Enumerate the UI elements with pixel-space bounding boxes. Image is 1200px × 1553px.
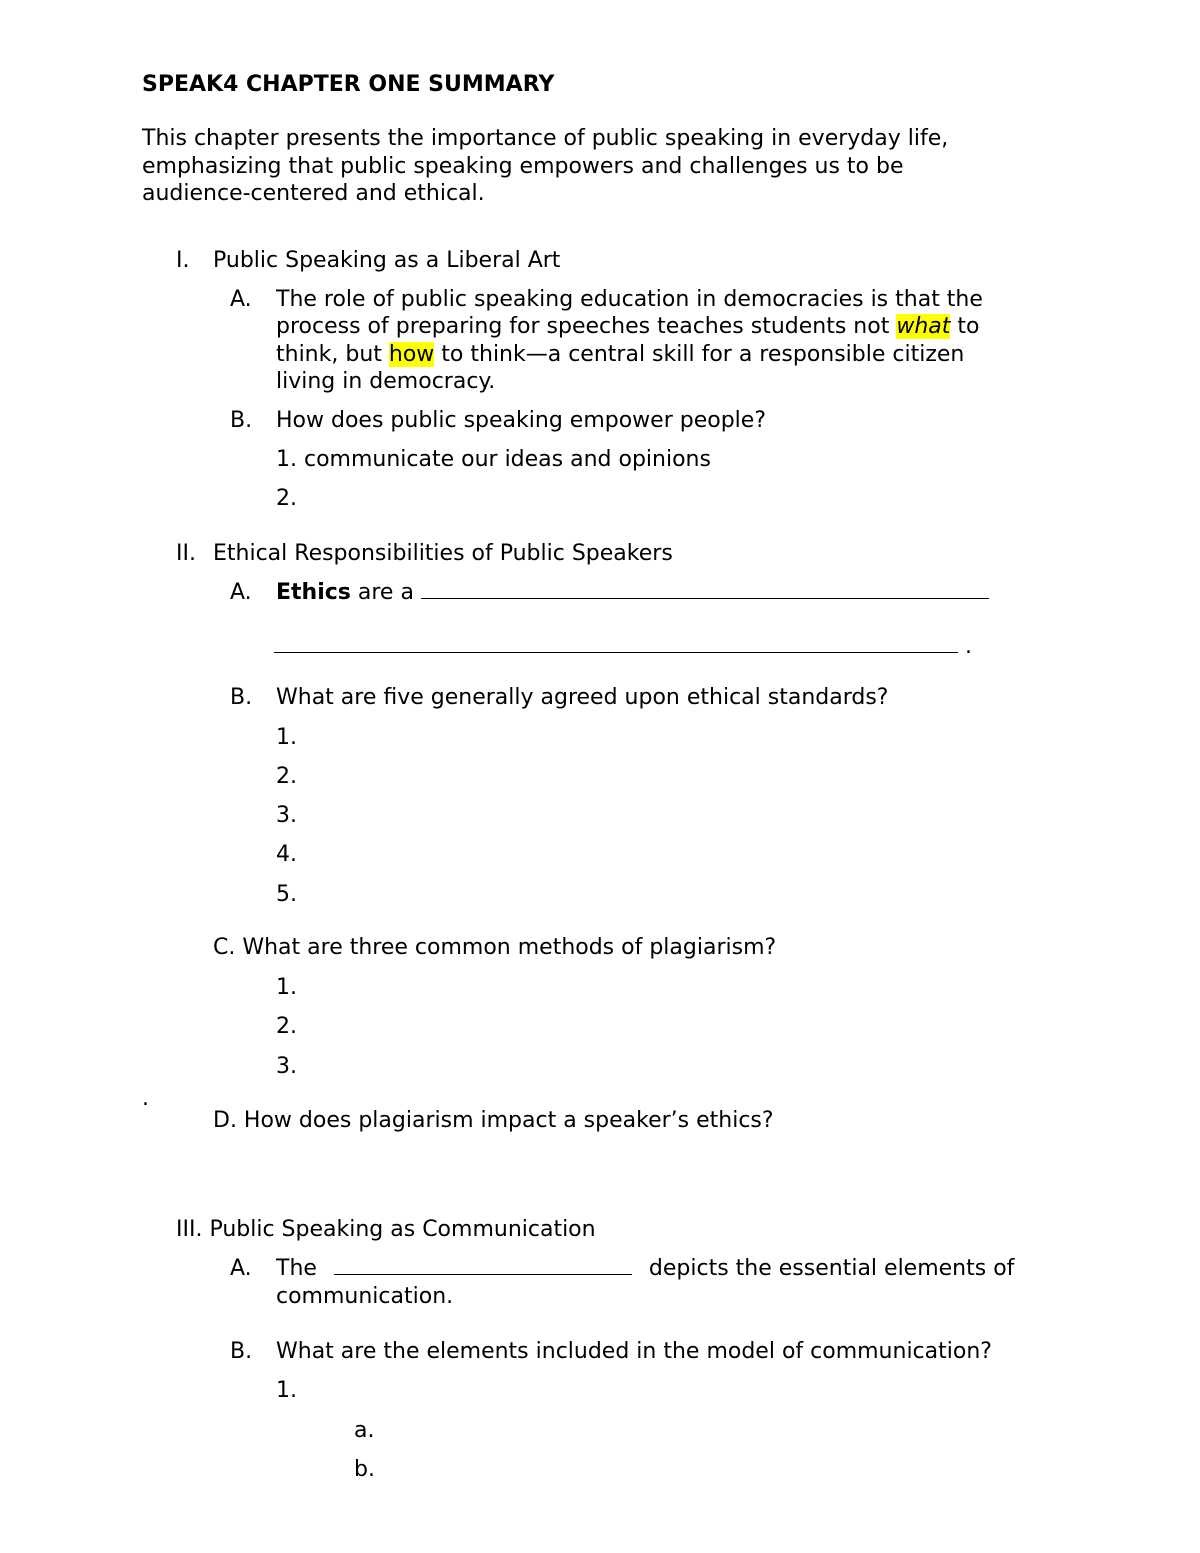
list-item: 2. (276, 486, 297, 511)
section-1b-question: How does public speaking empower people? (276, 408, 766, 433)
section-1b-letter: B. (230, 408, 253, 433)
fill-in-blank (274, 634, 958, 653)
section-3a-line-2: communication. (276, 1284, 454, 1309)
section-1a-letter: A. (230, 287, 252, 312)
section-2b-letter: B. (230, 685, 253, 710)
intro-line-2: emphasizing that public speaking empowers and challenges us to be (142, 154, 904, 179)
section-1-heading: Public Speaking as a Liberal Art (213, 248, 561, 273)
section-3a-line-1: The depicts the essential elements of (276, 1256, 1015, 1281)
section-2c-question: C. What are three common methods of plagiarism? (213, 935, 777, 960)
section-1a-line-3: think, but how to think—a central skill for a responsible citizen (276, 342, 965, 367)
list-item: 3. (276, 803, 297, 828)
section-2a-line-2: . (274, 633, 972, 661)
intro-line-1: This chapter presents the importance of public speaking in everyday life, (142, 126, 949, 151)
sub-list-item: b. (354, 1457, 375, 1482)
highlight-how: how (388, 342, 435, 367)
list-item: 2. (276, 1014, 297, 1039)
section-2-heading: Ethical Responsibilities of Public Speakers (213, 541, 673, 566)
section-3b-question: What are the elements included in the model of communication? (276, 1339, 992, 1364)
page-title: SPEAK4 CHAPTER ONE SUMMARY (142, 72, 555, 97)
fill-in-blank (334, 1256, 632, 1275)
list-item: 1. (276, 1378, 297, 1403)
section-2a-letter: A. (230, 580, 252, 605)
section-3b-letter: B. (230, 1339, 253, 1364)
list-item: 4. (276, 842, 297, 867)
section-2d-question: D. How does plagiarism impact a speaker’s ethics? (213, 1108, 774, 1133)
list-item: 1. communicate our ideas and opinions (276, 447, 711, 472)
ethics-term: Ethics (276, 580, 351, 605)
list-item: 2. (276, 764, 297, 789)
stray-dot: . (142, 1086, 149, 1111)
section-3-heading: III. Public Speaking as Communication (176, 1217, 596, 1242)
section-1-number: I. (176, 248, 190, 273)
section-1a-line-4: living in democracy. (276, 369, 496, 394)
sub-list-item: a. (354, 1418, 375, 1443)
section-1a-line-1: The role of public speaking education in democracies is that the (276, 287, 983, 312)
intro-line-3: audience-centered and ethical. (142, 181, 485, 206)
section-2-number: II. (176, 541, 196, 566)
section-1a-line-2: process of preparing for speeches teaches students not what to (276, 314, 980, 339)
list-item: 5. (276, 882, 297, 907)
section-2a-line-1: Ethics are a (276, 579, 989, 607)
section-2b-question: What are five generally agreed upon ethical standards? (276, 685, 889, 710)
list-item: 1. (276, 975, 297, 1000)
highlight-what: what (896, 314, 951, 339)
list-item: 3. (276, 1054, 297, 1079)
section-3a-letter: A. (230, 1256, 252, 1281)
fill-in-blank (421, 580, 989, 599)
list-item: 1. (276, 725, 297, 750)
